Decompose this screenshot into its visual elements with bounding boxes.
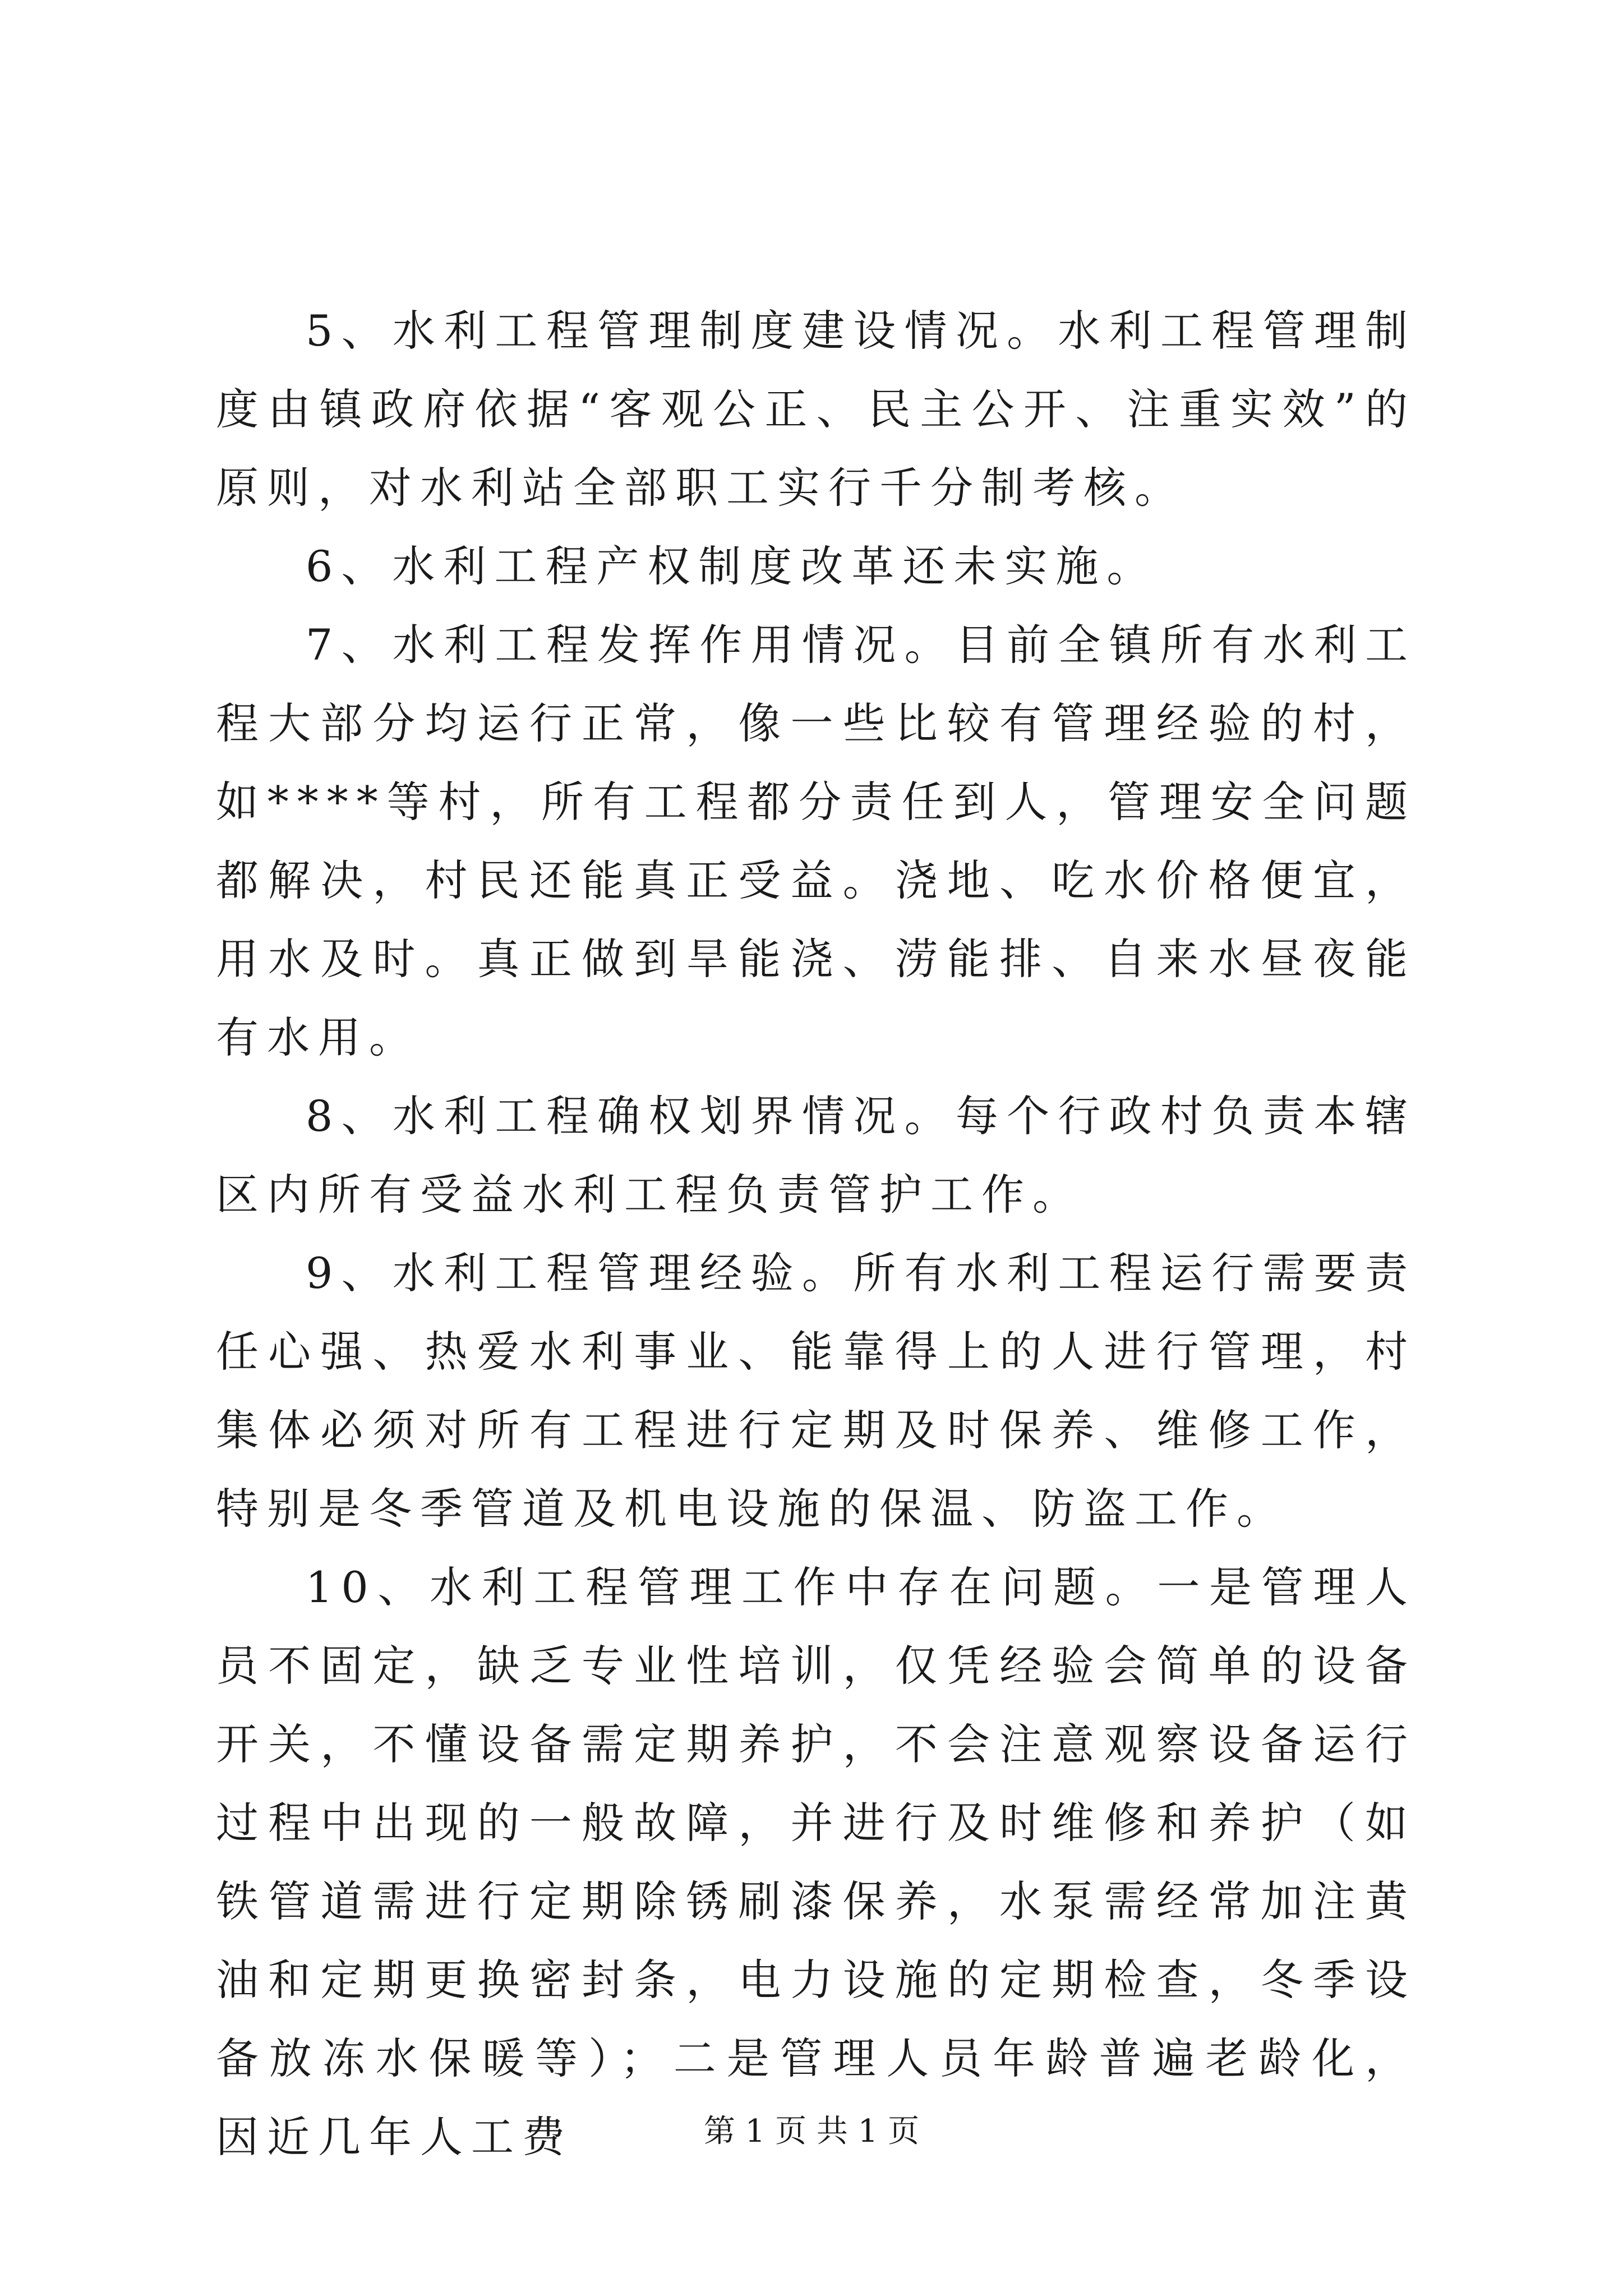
paragraph-6: 6、水利工程产权制度改革还未实施。 <box>306 541 1158 591</box>
paragraph-9: 9、水利工程管理经验。所有水利工程运行需要责任心强、热爱水利事业、能靠得上的人进行管理，村集体必须对所有工程进行定期及时保养、维修工作，特别是冬季管道及机电设施的保温、防盗工作。 <box>216 1248 1416 1534</box>
paragraph-7: 7、水利工程发挥作用情况。目前全镇所有水利工程大部分均运行正常，像一些比较有管理经验的村，如****等村，所有工程都分责任到人，管理安全问题都解决，村民还能真正受益。浇地、吃水价格便宜，用水及时。真正做到旱能浇、涝能排、自来水昼夜能有水用。 <box>216 620 1416 1062</box>
paragraph-10: 10、水利工程管理工作中存在问题。一是管理人员不固定，缺乏专业性培训，仅凭经验会简单的设备开关，不懂设备需定期养护，不会注意观察设备运行过程中出现的一般故障，并进行及时维修和养护（如铁管道需进行定期除锈刷漆保养，水泵需经常加注黄油和定期更换密封条，电力设施的定期检查，冬季设备放冻水保暖等）；二是管理人员年龄普遍老龄化，因近几年人工费 <box>216 1562 1416 2162</box>
document-body <box>216 292 1416 2177</box>
page-footer: 第 1 页 共 1 页 <box>703 2113 920 2150</box>
paragraph-5: 5、水利工程管理制度建设情况。水利工程管理制度由镇政府依据“客观公正、民主公开、注重实效”的原则，对水利站全部职工实行千分制考核。 <box>216 306 1416 513</box>
paragraph-8: 8、水利工程确权划界情况。每个行政村负责本辖区内所有受益水利工程负责管护工作。 <box>216 1091 1416 1220</box>
